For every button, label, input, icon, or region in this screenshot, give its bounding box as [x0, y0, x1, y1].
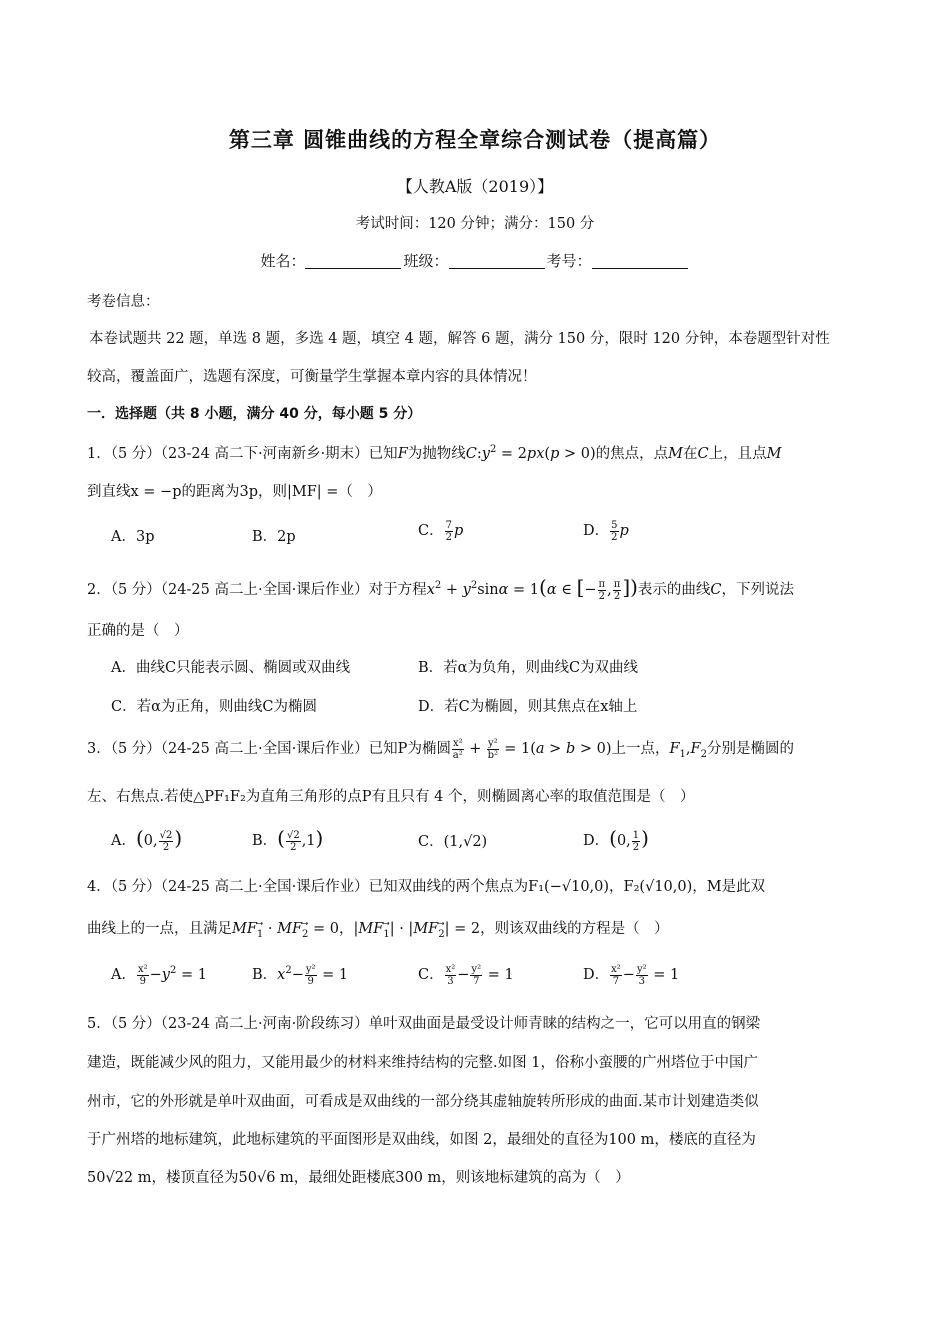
- question-5-line-1: 5．（5 分）（23-24 高二上·河南·阶段练习）单叶双曲面是最受设计师青睐的结构之一，它可以用直的钢梁: [87, 1016, 761, 1032]
- question-5-line-5: 50√22 m，楼顶直径为50√6 m，最细处距楼底300 m，则该地标建筑的高为（ ）: [87, 1170, 630, 1186]
- q2-prefix: 2．（5 分）（24-25 高二上·全国·课后作业）对于方程: [87, 582, 427, 598]
- question-1-line-2: 到直线x = −p的距离为3p，则|MF| =（ ）: [87, 484, 382, 500]
- question-5-line-2: 建造，既能减少风的阻力，又能用最少的材料来维持结构的完整.如图 1，俗称小蛮腰的广州塔位于中国广: [87, 1055, 758, 1071]
- q4-line2-prefix: 曲线上的一点，且满足: [87, 921, 232, 937]
- q4-option-b[interactable]: B．$x^2-$ $\frac{\text{y²}}{9}$ = 1: [252, 963, 349, 987]
- question-3-line-1: 3．（5 分）（24-25 高二上·全国·课后作业）已知P为椭圆 $\frac{\text{x²}}{\text{a²}}$ + $\frac{\text{y²}}{\text{b²}}$ = 1(a > b > 0)上一点，$F_1,F_2$分别是椭圆的: [87, 737, 794, 761]
- class-label: 班级：: [403, 252, 449, 270]
- q2-option-a[interactable]: A．曲线C只能表示圆、椭圆或双曲线: [111, 660, 351, 676]
- question-2-line-1: 2．（5 分）（24-25 高二上·全国·课后作业）对于方程$x^2 + y^2\sin\alpha = 1(\alpha$ ∈ [− $\frac{\pi}{2}$ , $\frac{\pi}{2}$ ])表示的曲线C，下列说法: [87, 575, 795, 602]
- class-field[interactable]: [449, 253, 545, 269]
- info-line-2: 较高，覆盖面广，选题有深度，可衡量学生掌握本章内容的具体情况！: [87, 369, 537, 385]
- q4-option-d-label: D．: [583, 967, 610, 983]
- q2-option-d[interactable]: D．若C为椭圆，则其焦点在x轴上: [418, 699, 638, 715]
- exam-time: 考试时间：120 分钟；满分：150 分: [355, 216, 595, 232]
- question-4-line-2: 曲线上的一点，且满足$MF_1⃗$ · $MF_2⃗ = 0$，$|MF_1⃗|$ · $|MF_2⃗| = 2$，则该双曲线的方程是（ ）: [87, 921, 669, 940]
- q4-option-c[interactable]: C． $\frac{\text{x²}}{3}$ − $\frac{\text{y²}}{7}$ = 1: [418, 963, 514, 987]
- question-3-line-2: 左、右焦点.若使△PF₁F₂为直角三角形的点P有且只有 4 个，则椭圆离心率的取值范围是（ ）: [87, 789, 695, 805]
- student-info-fields: [0, 250, 950, 271]
- q4-option-c-label: C．: [418, 967, 444, 983]
- q3-option-a-label: A．: [111, 833, 136, 849]
- question-5-line-3: 州市，它的外形就是单叶双曲面，可看成是双曲线的一部分绕其虚轴旋转所形成的曲面.某市计划建造类似: [87, 1094, 759, 1110]
- page-title: 第三章 圆锥曲线的方程全章综合测试卷（提高篇）: [228, 128, 722, 152]
- name-label: 姓名：: [260, 252, 306, 270]
- q1-option-a[interactable]: A．3p: [111, 529, 155, 545]
- q4-option-b-label: B．: [252, 967, 278, 983]
- info-label: 考卷信息：: [87, 294, 160, 310]
- section-heading: 一．选择题（共 8 小题，满分 40 分，每小题 5 分）: [87, 406, 422, 422]
- name-field[interactable]: [305, 253, 401, 269]
- q1-option-c[interactable]: C． $\frac{7}{2}$ p: [418, 519, 464, 543]
- number-label: 考号：: [546, 252, 592, 270]
- q3-option-c[interactable]: C．(1,√2): [418, 834, 488, 850]
- q1-option-b[interactable]: B．2p: [252, 529, 296, 545]
- q4-option-a-label: A．: [111, 967, 136, 983]
- q3-option-b-label: B．: [252, 833, 278, 849]
- q3-option-b[interactable]: B．( $\frac{√2}{2}$ ,1): [252, 826, 324, 853]
- q1-option-d[interactable]: D． $\frac{5}{2}$ p: [583, 519, 629, 543]
- edition-subtitle: 【人教A版（2019）】: [396, 177, 554, 196]
- q4-option-a[interactable]: A． $\frac{\text{x²}}{9}$ $-y^2 = 1$: [111, 963, 207, 987]
- q4-option-d[interactable]: D． $\frac{\text{x²}}{7}$ − $\frac{\text{y²}}{3}$ = 1: [583, 963, 680, 987]
- q1-option-c-label: C．: [418, 523, 444, 539]
- q3-prefix: 3．（5 分）（24-25 高二上·全国·课后作业）已知P为椭圆: [87, 741, 451, 757]
- q3-option-a[interactable]: A．(0, $\frac{√2}{2}$ ): [111, 826, 183, 853]
- q3-option-d[interactable]: D．(0, $\frac{1}{2}$ ): [583, 826, 649, 853]
- q3-option-d-label: D．: [583, 833, 610, 849]
- q2-option-c[interactable]: C．若α为正角，则曲线C为椭圆: [111, 699, 317, 715]
- question-1-line-1: 1．（5 分）（23-24 高二下·河南新乡·期末）已知F为抛物线$C:y^2 = 2px(p > 0)$的焦点，点M在C上，且点M: [87, 444, 782, 462]
- info-line-1: 本卷试题共 22 题，单选 8 题，多选 4 题，填空 4 题，解答 6 题，满分 150 分，限时 120 分钟，本卷题型针对性: [89, 331, 830, 347]
- q2-option-b[interactable]: B．若α为负角，则曲线C为双曲线: [418, 660, 639, 676]
- q1-prefix: 1．（5 分）（23-24 高二下·河南新乡·期末）已知: [87, 446, 398, 462]
- question-4-line-1: 4．（5 分）（24-25 高二上·全国·课后作业）已知双曲线的两个焦点为F₁(−√10,0)，F₂(√10,0)，M是此双: [87, 879, 766, 895]
- question-5-line-4: 于广州塔的地标建筑，此地标建筑的平面图形是双曲线，如图 2，最细处的直径为100 m，楼底的直径为: [87, 1132, 756, 1148]
- question-2-line-2: 正确的是（ ）: [87, 623, 189, 639]
- number-field[interactable]: [592, 253, 688, 269]
- q1-option-d-label: D．: [583, 523, 610, 539]
